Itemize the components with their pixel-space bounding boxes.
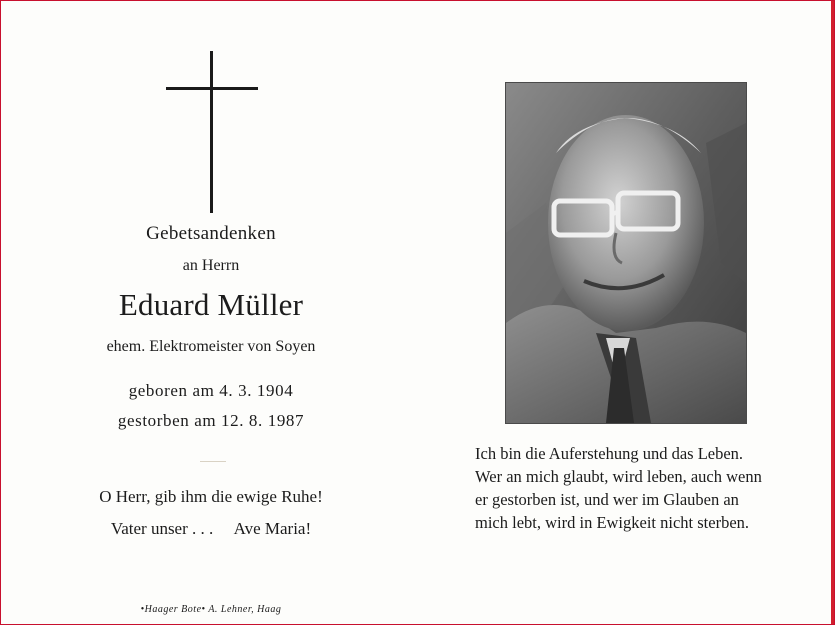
printer-imprint: •Haager Bote• A. Lehner, Haag [140, 604, 282, 615]
birth-date: geboren am 4. 3. 1904 [128, 381, 294, 400]
verse-line: mich lebt, wird in Ewigkeit nicht sterben. [475, 513, 750, 532]
deceased-name: Eduard Müller [118, 287, 304, 322]
verse-line: Ich bin die Auferstehung und das Leben. [475, 444, 744, 463]
occupation: ehem. Elektromeister von Soyen [106, 338, 316, 355]
cross-icon [166, 51, 258, 213]
verse-line: er gestorben ist, und wer im Glauben an [475, 490, 739, 509]
salutation: an Herrn [182, 257, 240, 274]
right-panel [421, 1, 831, 624]
verse [475, 442, 805, 534]
death-date: gestorben am 12. 8. 1987 [117, 411, 305, 430]
prayer-line: O Herr, gib ihm die ewige Ruhe! [99, 487, 323, 506]
verse-line: Wer an mich glaubt, wird leben, auch wenn [475, 467, 762, 486]
divider [200, 461, 226, 462]
vater-unser-line: Vater unser . . . Ave Maria! [110, 519, 312, 538]
portrait-photo [505, 82, 747, 424]
left-panel [1, 1, 421, 624]
card-edge [831, 1, 834, 624]
heading: Gebetsandenken [146, 223, 276, 244]
